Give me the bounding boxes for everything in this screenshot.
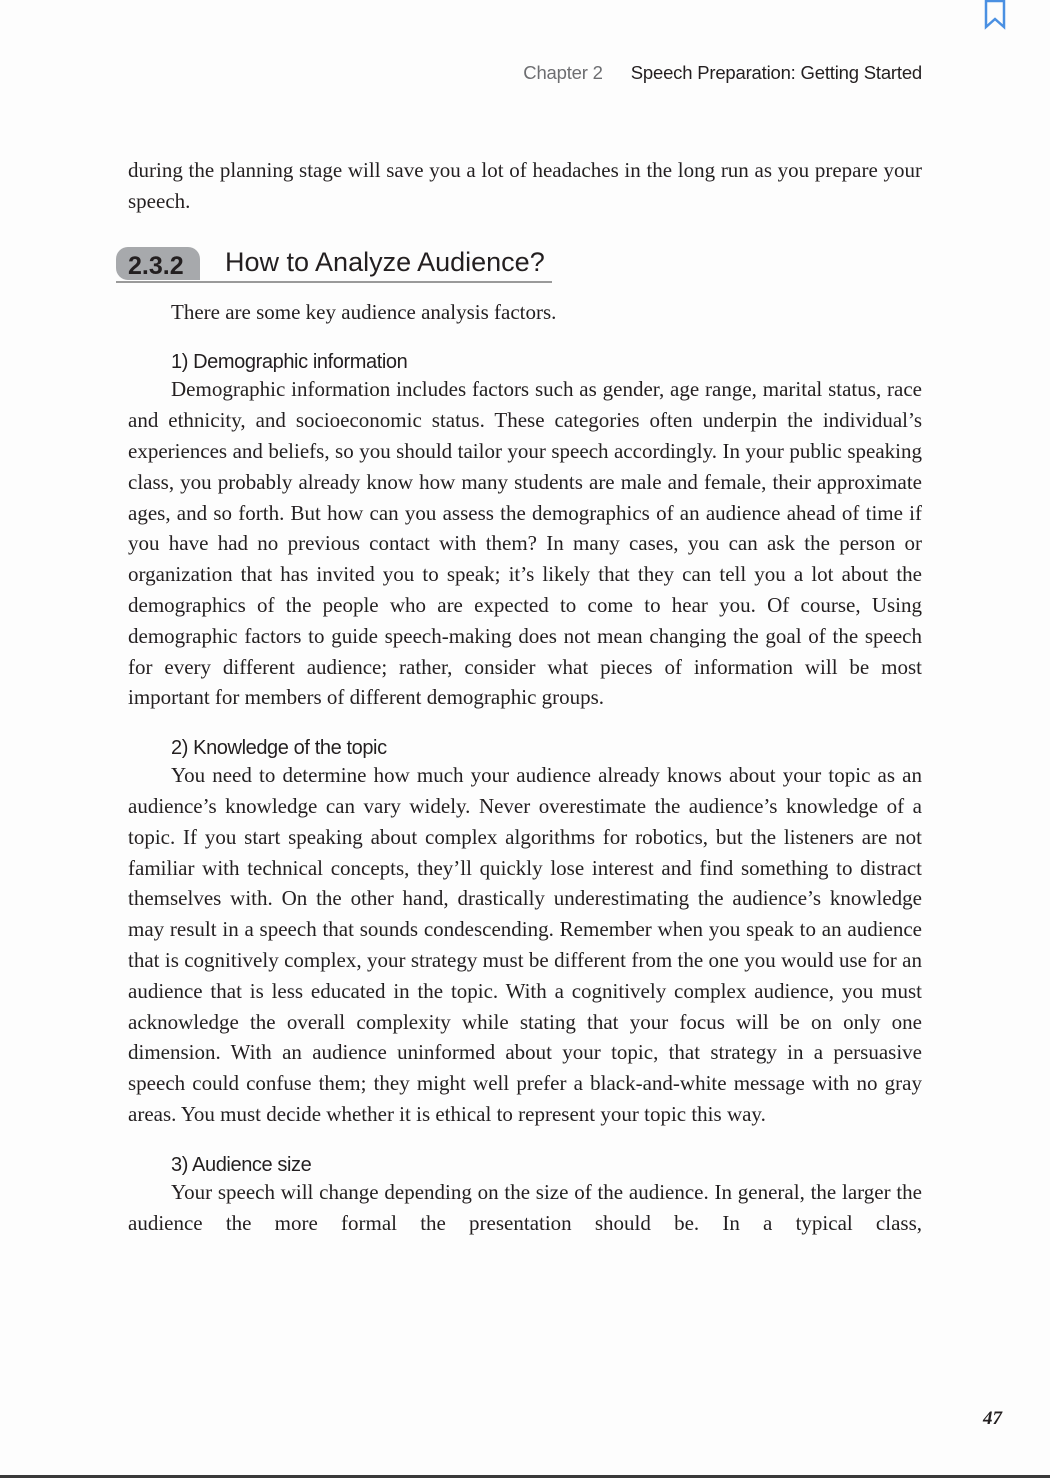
running-head (0, 62, 922, 84)
subsection-body: Demographic information includes factors such as gender, age range, marital status, race and ethnicity, and socioeconomic status. These categories often underpin the individual’s experiences and beliefs, so you should tailor your speech accordingly. In your public speaking class, you probably already know how many students are male and female, their approximate ages, and so forth. But how can you assess the demographics of an audience ahead of time if you have had no previous contact with them? In many cases, you can ask the person or organization that has invited you to speak; it’s likely that they can tell you a lot about the demographics of the people who are expected to come to hear you. Of course, Using demographic factors to guide speech-making does not mean changing the goal of the speech for every different audience; rather, consider what pieces of information will be most important for members of different demographic groups. (128, 377, 922, 710)
subsection-heading: 2) Knowledge of the topic (171, 737, 387, 760)
chapter-title: Speech Preparation: Getting Started (630, 62, 922, 83)
page-content (128, 155, 922, 1238)
lead-paragraph: There are some key audience analysis factors. (171, 299, 557, 324)
section-heading (116, 245, 552, 283)
section-title: How to Analyze Audience? (225, 246, 545, 277)
section-number: 2.3.2 (116, 247, 200, 280)
carryover-paragraph: during the planning stage will save you a lot of headaches in the long run as you prepare your speech. (128, 158, 922, 213)
subsection-body: Your speech will change depending on the size of the audience. In general, the larger the audience the more formal the presentation should be. In a typical class, (128, 1179, 922, 1235)
subsection-heading: 3) Audience size (171, 1153, 312, 1176)
chapter-label: Chapter 2 (523, 62, 603, 83)
bookmark-button[interactable] (983, 0, 1007, 30)
subsection-heading: 1) Demographic information (171, 351, 408, 374)
page-number: 47 (983, 1408, 1002, 1429)
subsection-body: You need to determine how much your audience already knows about your topic as an audience’s knowledge can vary widely. Never overestimate the audience’s knowledge of a topic. If you start speaking about complex algorithms for robotics, but the listeners are not familiar with technical concepts, they’ll quickly lose interest and find something to distract themselves with. On the other hand, drastically underestimating the audience’s knowledge may result in a speech that sounds condescending. Remember when you speak to an audience that is cognitively complex, your strategy must be different from the one you would use for an audience that is less educated in the topic. With a cognitively complex audience, you must acknowledge the overall complexity while stating that your focus will be on only one dimension. With an audience uninformed about your topic, that strategy in a persuasive speech could confuse them; they might well prefer a black-and-white message with no gray areas. You must decide whether it is ethical to represent your topic this way. (128, 763, 922, 1126)
bookmark-icon (983, 0, 1007, 30)
